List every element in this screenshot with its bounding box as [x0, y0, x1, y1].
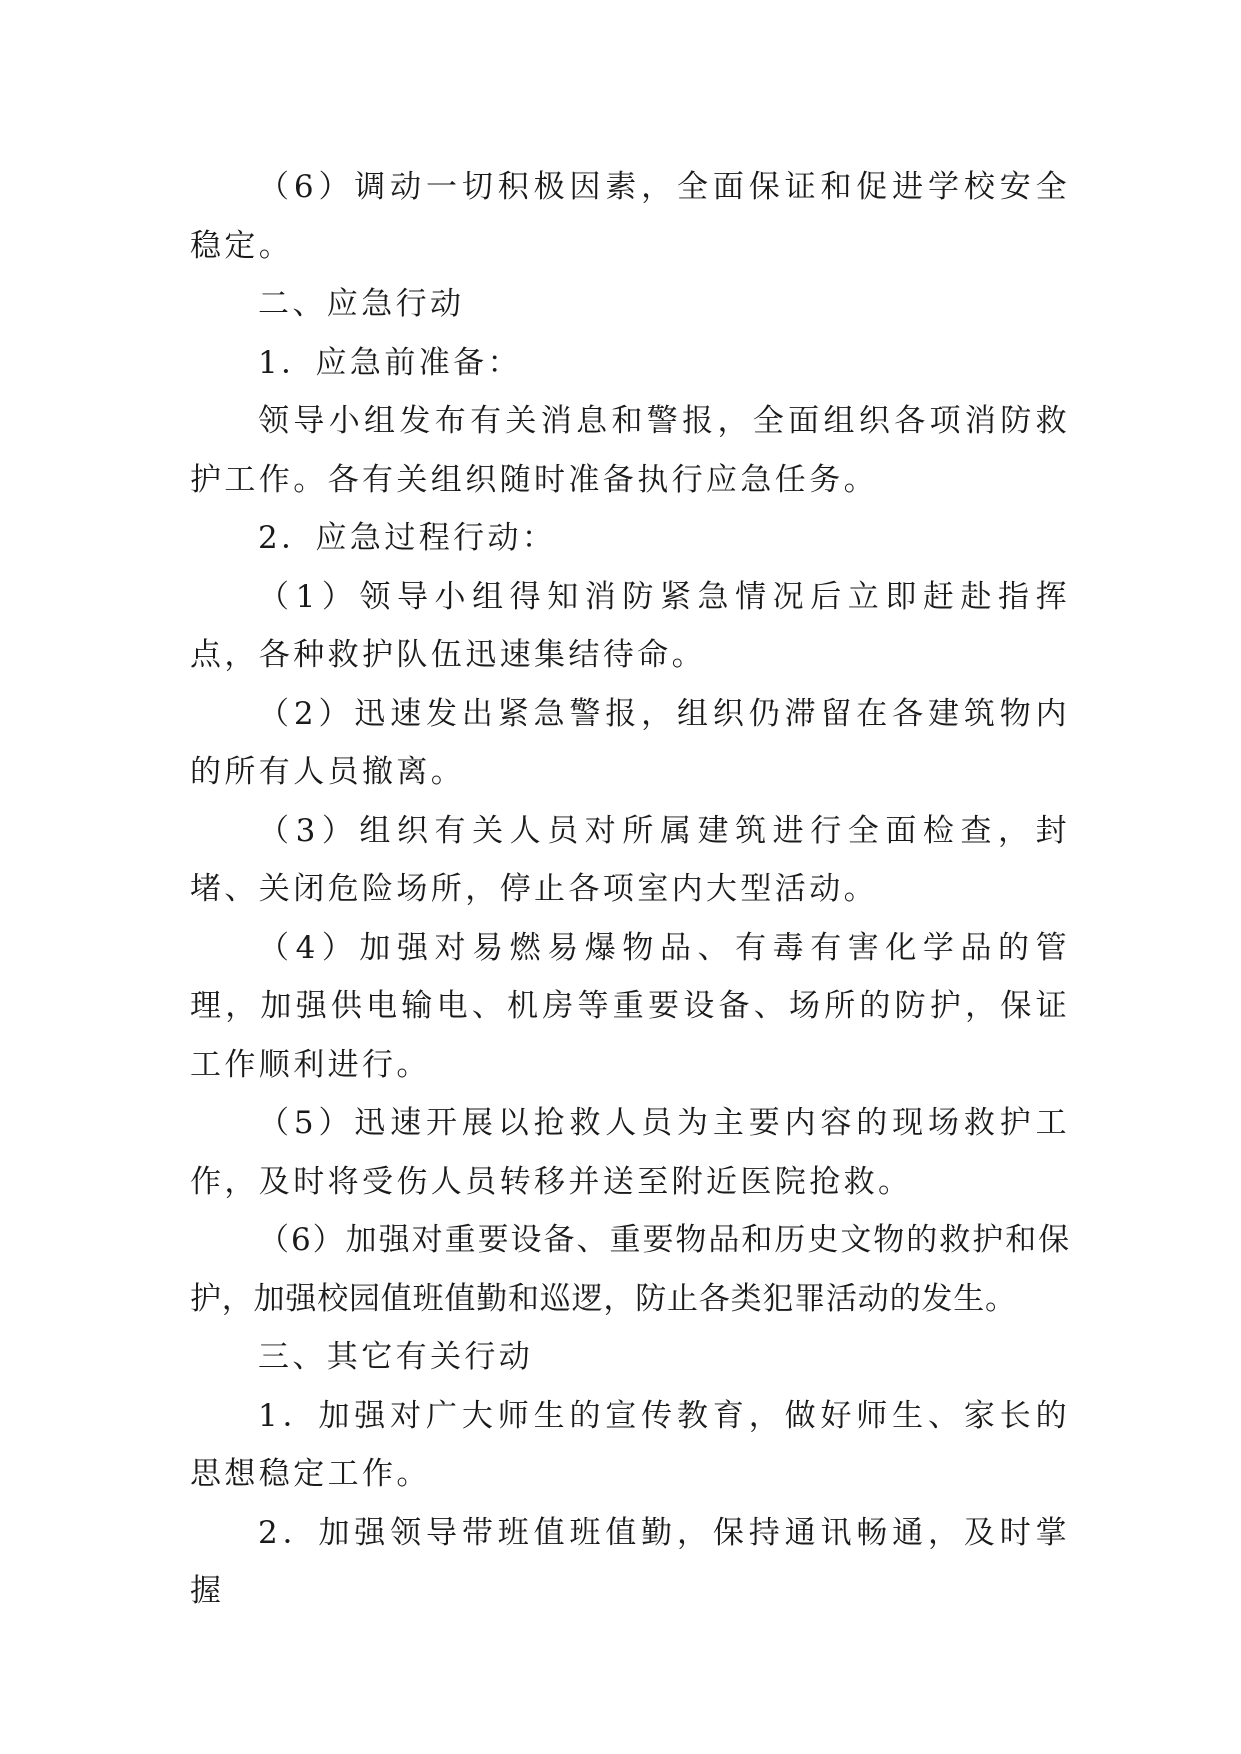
paragraph-action-4-hazard-management: （4）加强对易燃易爆物品、有毒有害化学品的管理，加强供电输电、机房等重要设备、场所的防护，保证工作顺利进行。: [190, 929, 1070, 1083]
subheading-emergency-process-actions: 2．应急过程行动：: [258, 520, 557, 556]
paragraph-action-5-rescue: （5）迅速开展以抢救人员为主要内容的现场救护工作，及时将受伤人员转移并送至附近医院抢救。: [190, 1105, 1070, 1200]
section-heading-emergency-actions: 二、应急行动: [258, 286, 465, 322]
section-heading-other-actions: 三、其它有关行动: [258, 1339, 534, 1375]
paragraph-action-1-command-post: （1）领导小组得知消防紧急情况后立即赶赴指挥点，各种救护队伍迅速集结待命。: [190, 578, 1070, 673]
document-body: [190, 158, 1070, 1621]
paragraph-leadership-alert: 领导小组发布有关消息和警报，全面组织各项消防救护工作。各有关组织随时准备执行应急任务。: [190, 403, 1070, 498]
paragraph-measure-6-stability: （6）调动一切积极因素，全面保证和促进学校安全稳定。: [190, 169, 1070, 264]
paragraph-action-2-evacuation: （2）迅速发出紧急警报，组织仍滞留在各建筑物内的所有人员撤离。: [190, 695, 1070, 790]
subheading-pre-emergency-preparation: 1．应急前准备：: [258, 344, 522, 381]
paragraph-other-2-duty: 2．加强领导带班值班值勤，保持通讯畅通，及时掌握: [190, 1514, 1070, 1609]
paragraph-action-3-inspection: （3）组织有关人员对所属建筑进行全面检查，封堵、关闭危险场所，停止各项室内大型活动。: [190, 812, 1070, 907]
paragraph-action-6-protection: （6）加强对重要设备、重要物品和历史文物的救护和保护，加强校园值班值勤和巡逻，防止各类犯罪活动的发生。: [190, 1222, 1070, 1317]
paragraph-other-1-education: 1．加强对广大师生的宣传教育，做好师生、家长的思想稳定工作。: [190, 1397, 1070, 1492]
